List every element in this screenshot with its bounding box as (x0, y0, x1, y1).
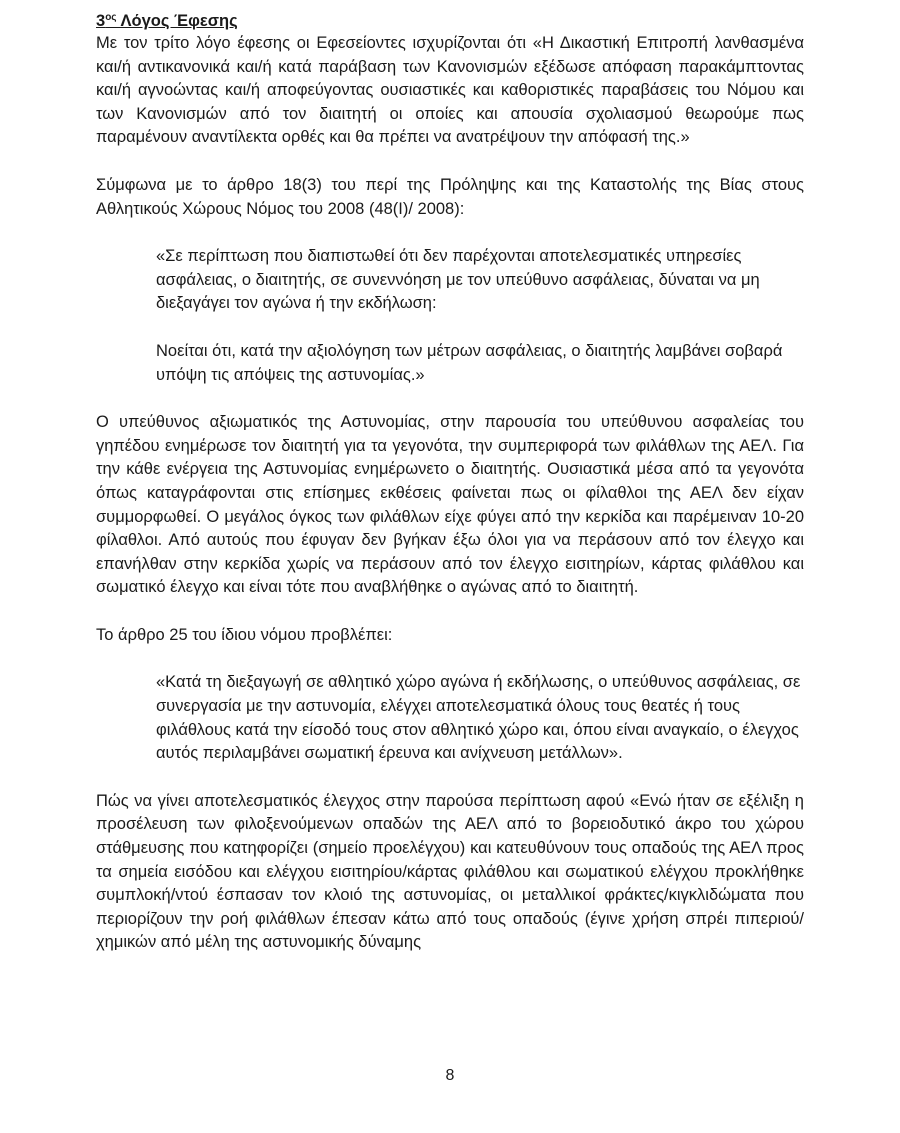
paragraph-appeal-ground: Με τον τρίτο λόγο έφεσης οι Εφεσείοντες ισχυρίζονται ότι «Η Δικαστική Επιτροπή λανθασμένα και/ή αντικανονικά και/ή κατά παράβαση των Κανονισμών εξέδωσε απόφαση παρακάμπτοντας και/ή αγνοώντας και/ή αποφεύγοντας ουσιαστικές και καθοριστικές παραβάσεις του Νόμου και των Κανονισμών από τον διαιτητή οι οποίες και απουσία σχολιασμού θεωρούμε πως παραμένουν αναντίλεκτα ορθές και θα πρέπει να ανατρέψουν την απόφασή της.» (96, 34, 804, 147)
paragraph-article-18: Σύμφωνα με το άρθρο 18(3) του περί της Πρόληψης και της Καταστολής της Βίας στους Αθλητικούς Χώρους Νόμος του 2008 (48(Ι)/ 2008): (96, 175, 804, 218)
page-number: 8 (445, 1067, 455, 1084)
document-page (96, 10, 804, 955)
heading-number: 3 (96, 12, 106, 30)
quote-article-18-main: «Σε περίπτωση που διαπιστωθεί ότι δεν παρέχονται αποτελεσματικές υπηρεσίες ασφάλειας, ο διαιτητής, σε συνεννόηση με τον υπεύθυνο ασφάλειας, δύναται να μη διεξαγάγει τον αγώνα ή την εκδήλωση: (156, 247, 760, 313)
quote-article-25: «Κατά τη διεξαγωγή σε αθλητικό χώρο αγώνα ή εκδήλωσης, ο υπεύθυνος ασφάλειας, σε συνεργασία με την αστυνομία, ελέγχει αποτελεσματικά όλους τους θεατές ή τους φιλάθλους κατά την είσοδό τους στον αθλητικό χώρο και, όπου είναι αναγκαίο, ο έλεγχος αυτός περιλαμβάνει σωματική έρευνα και ανίχνευση μετάλλων». (156, 673, 801, 763)
paragraph-police-officer: Ο υπεύθυνος αξιωματικός της Αστυνομίας, στην παρουσία του υπεύθυνου ασφαλείας του γηπέδου ενημέρωσε τον διαιτητή για τα γεγονότα, την συμπεριφορά των φιλάθλων της ΑΕΛ. Για την κάθε ενέργεια της Αστυνομίας ενημέρωνετο ο διαιτητής. Ουσιαστικά μέσα από τα γεγονότα όπως καταγράφονται στις επίσημες εκθέσεις φαίνεται πως οι φίλαθλοι της ΑΕΛ δεν είχαν συμμορφωθεί. Ο μεγάλος όγκος των φιλάθλων είχε φύγει από την κερκίδα και παρέμειναν 10-20 φίλαθλοι. Από αυτούς που έφυγαν δεν βγήκαν έξω όλοι για να περάσουν από τον έλεγχο και επανήλθαν στην κερκίδα χωρίς να περάσουν από τον έλεγχο εισιτηρίων, κάρτας φιλάθλου και σωματικό έλεγχο και είναι τότε που αναβλήθηκε ο αγώνας από το διαιτητή. (96, 413, 804, 597)
heading-ordinal-suffix: ος (105, 12, 117, 23)
heading-text: Λόγος Έφεσης (120, 12, 238, 30)
paragraph-article-25-intro: Το άρθρο 25 του ίδιου νόμου προβλέπει: (96, 625, 393, 644)
quote-article-18-proviso: Νοείται ότι, κατά την αξιολόγηση των μέτρων ασφάλειας, ο διαιτητής λαμβάνει σοβαρά υπόψη τις απόψεις της αστυνομίας.» (156, 341, 783, 384)
paragraph-effective-control: Πώς να γίνει αποτελεσματικός έλεγχος στην παρούσα περίπτωση αφού «Ενώ ήταν σε εξέλιξη η προσέλευση των φιλοξενούμενων οπαδών της ΑΕΛ από το βορειοδυτικό άκρο του χώρου στάθμευσης που κατηφορίζει (σημείο προελέγχου) και κατευθύνουν τους οπαδούς της ΑΕΛ προς τα σημεία εισόδου και ελέγχου εισιτηρίου/κάρτας φιλάθλου και σωματικού ελέγχου προκλήθηκε συμπλοκή/ντού έσπασαν τον κλοιό της αστυνομίας, οι μεταλλικοί φράκτες/κιγκλιδώματα που περιορίζουν την ροή φιλάθλων έπεσαν κάτω από τους οπαδούς (έγινε χρήση σπρέι πιπεριού/χημικών από μέλη της αστυνομικής δύναμης (96, 791, 804, 952)
section-heading (96, 10, 804, 32)
